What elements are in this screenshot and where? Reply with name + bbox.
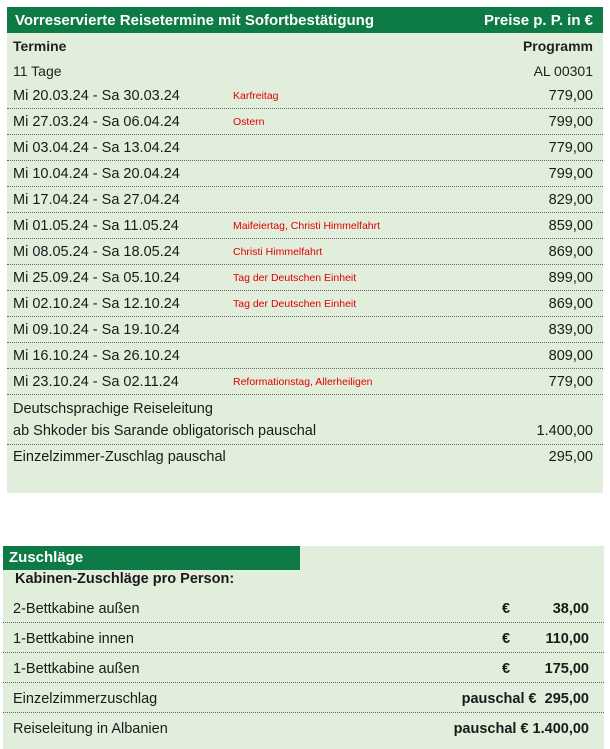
surcharge-price: 38,00 [552, 601, 589, 617]
table-row [7, 161, 603, 187]
surcharge-label: 1-Bettkabine innen [13, 631, 134, 647]
surcharge-price: 110,00 [545, 631, 589, 647]
surcharge-price: pauschal € 295,00 [461, 691, 589, 707]
surcharge-currency: € [502, 661, 511, 677]
surcharge-row [3, 595, 604, 623]
single-room-row [7, 445, 603, 470]
surcharge-label: 2-Bettkabine außen [13, 601, 140, 617]
surcharge-row [3, 655, 604, 683]
row-dates: Mi 23.10.24 - Sa 02.11.24 [13, 374, 179, 390]
row-dates: Mi 03.04.24 - Sa 13.04.24 [13, 140, 180, 156]
surcharges-subtitle: Kabinen-Zuschläge pro Person: [15, 571, 235, 587]
row-price: 809,00 [548, 348, 593, 364]
row-dates: Mi 02.10.24 - Sa 12.10.24 [13, 296, 180, 312]
table-row [7, 343, 603, 369]
row-dates: Mi 10.04.24 - Sa 20.04.24 [13, 166, 180, 182]
table-row [7, 239, 603, 265]
surcharge-price: 175,00 [544, 661, 589, 677]
row-price: 859,00 [548, 218, 593, 234]
tour-guide-label: Deutschsprachige Reiseleitung [13, 401, 213, 417]
row-price: 869,00 [548, 244, 593, 260]
row-note: Karfreitag [233, 90, 279, 102]
table-row [7, 83, 603, 109]
surcharge-row [3, 685, 604, 713]
column-headers [7, 33, 603, 58]
row-price: 829,00 [548, 192, 593, 208]
single-room-label: Einzelzimmer-Zuschlag pauschal [13, 449, 226, 465]
program-code: AL 00301 [533, 62, 593, 79]
row-price: 779,00 [548, 140, 593, 156]
surcharge-label: Reiseleitung in Albanien [13, 721, 168, 737]
col-termine: Termine [13, 37, 67, 54]
col-programm: Programm [522, 37, 593, 54]
row-dates: Mi 16.10.24 - Sa 26.10.24 [13, 348, 180, 364]
row-price: 779,00 [548, 374, 593, 390]
table-row [7, 187, 603, 213]
surcharges-title: Zuschläge [3, 546, 300, 570]
surcharge-label: Einzelzimmerzuschlag [13, 691, 158, 707]
row-note: Christi Himmelfahrt [233, 246, 323, 258]
row-price: 799,00 [548, 166, 593, 182]
surcharges-table [3, 546, 604, 749]
row-price: 839,00 [548, 322, 593, 338]
surcharge-currency: € [502, 631, 511, 647]
surcharge-row [3, 715, 604, 743]
row-note: Maifeiertag, Christi Himmelfahrt [233, 220, 381, 232]
row-dates: Mi 17.04.24 - Sa 27.04.24 [13, 192, 180, 208]
surcharge-label: 1-Bettkabine außen [13, 661, 140, 677]
table-row [7, 317, 603, 343]
row-dates: Mi 25.09.24 - Sa 05.10.24 [13, 270, 180, 286]
row-note: Tag der Deutschen Einheit [233, 272, 357, 284]
row-dates: Mi 09.10.24 - Sa 19.10.24 [13, 322, 180, 338]
row-price: 779,00 [548, 88, 593, 104]
row-dates: Mi 20.03.24 - Sa 30.03.24 [13, 88, 180, 104]
row-note: Tag der Deutschen Einheit [233, 298, 357, 310]
tour-guide-price: 1.400,00 [536, 423, 593, 439]
row-price: 899,00 [548, 270, 593, 286]
table-row [7, 265, 603, 291]
row-dates: Mi 01.05.24 - Sa 11.05.24 [13, 218, 179, 234]
row-note: Reformationstag, Allerheiligen [233, 376, 373, 388]
single-room-price: 295,00 [548, 449, 593, 465]
table-title: Vorreservierte Reisetermine mit Sofortbestätigung [15, 11, 374, 29]
table-row [7, 291, 603, 317]
row-note: Ostern [233, 116, 265, 128]
table-row [7, 109, 603, 135]
surcharge-price: pauschal € 1.400,00 [453, 721, 589, 737]
row-dates: Mi 08.05.24 - Sa 18.05.24 [13, 244, 180, 260]
table-row [7, 213, 603, 239]
duration-row [7, 58, 603, 83]
table-header [7, 7, 603, 33]
price-header: Preise p. P. in € [484, 11, 593, 29]
table-row [7, 369, 603, 395]
tour-guide-row [7, 395, 603, 445]
row-price: 869,00 [548, 296, 593, 312]
surcharge-row [3, 625, 604, 653]
surcharge-currency: € [502, 601, 511, 617]
tour-guide-detail: ab Shkoder bis Sarande obligatorisch pauschal [13, 423, 317, 439]
travel-dates-table [7, 7, 603, 493]
duration: 11 Tage [13, 62, 62, 79]
row-dates: Mi 27.03.24 - Sa 06.04.24 [13, 114, 180, 130]
row-price: 799,00 [548, 114, 593, 130]
table-row [7, 135, 603, 161]
